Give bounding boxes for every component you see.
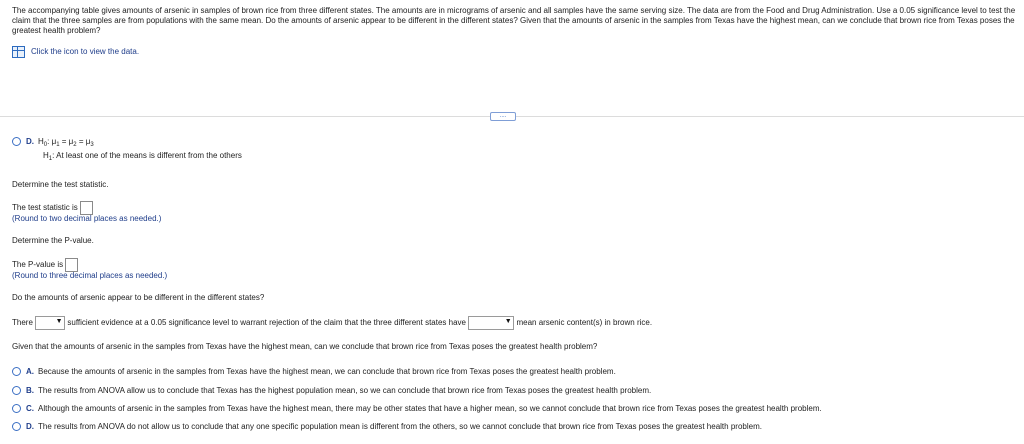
- different-heading: Do the amounts of arsenic appear to be different in the different states?: [12, 293, 265, 302]
- p-value-input[interactable]: [65, 258, 78, 272]
- conclusion-row: [12, 316, 652, 330]
- test-stat-input[interactable]: [80, 201, 93, 215]
- radio-option-b[interactable]: [12, 386, 21, 395]
- radio-option-d2[interactable]: [12, 422, 21, 431]
- radio-option-c[interactable]: [12, 404, 21, 413]
- radio-option-a[interactable]: [12, 367, 21, 376]
- alternative-hypothesis: $H_1$: At least one of the means is different from the others: [43, 151, 242, 162]
- p-value-row: [12, 258, 78, 272]
- texas-option-c[interactable]: C. Although the amounts of arsenic in the samples from Texas have the highest mean, there may be other states that have a higher mean, so we cannot conclude that brown rice from Texas poses the greatest health problem.: [12, 404, 822, 414]
- conclusion-mid: sufficient evidence at a 0.05 significance level to warrant rejection of the claim that the three different states have: [67, 318, 466, 328]
- conclusion-pre: There: [12, 318, 33, 328]
- evidence-dropdown[interactable]: [35, 316, 65, 330]
- hypothesis-option-d[interactable]: [12, 137, 94, 150]
- data-link[interactable]: Click the icon to view the data.: [31, 47, 140, 57]
- option-letter: D.: [26, 137, 34, 146]
- p-value-hint: (Round to three decimal places as needed.): [12, 271, 168, 280]
- dropdown-arrow-icon: ▼: [504, 318, 512, 325]
- test-stat-row: [12, 201, 93, 215]
- texas-option-d[interactable]: D. The results from ANOVA do not allow us to conclude that any one specific population mean is different from the others, so we cannot conclude that brown rice from Texas poses the greatest health problem.: [12, 422, 762, 432]
- test-stat-hint: (Round to two decimal places as needed.): [12, 214, 162, 223]
- radio-option-d[interactable]: [12, 137, 21, 146]
- null-hypothesis: $H_0$: $\mu_1 = \mu_2 = \mu_3$: [38, 137, 94, 148]
- texas-option-a[interactable]: A. Because the amounts of arsenic in the samples from Texas have the highest mean, we can conclude that brown rice from Texas poses the greatest health problem.: [12, 367, 616, 377]
- texas-heading: Given that the amounts of arsenic in the samples from Texas have the highest mean, can we conclude that brown rice from Texas poses the greatest health problem?: [12, 342, 598, 351]
- test-stat-heading: Determine the test statistic.: [12, 180, 109, 189]
- p-value-label: The P-value is: [12, 260, 64, 270]
- expand-button[interactable]: ....: [490, 112, 516, 121]
- table-icon[interactable]: [12, 46, 25, 58]
- test-stat-label: The test statistic is: [12, 203, 78, 213]
- question-text: The accompanying table gives amounts of arsenic in samples of brown rice from three different states. The amounts are in micrograms of arsenic and all samples have the same serving size. The data are from the Food and Drug Administration. Use a 0.05 significance level to test the claim that the three samples are from populations with the same mean. Do the amounts of arsenic appear to be different in the different states? Given that the amounts of arsenic in the samples from Texas have the highest mean, can we conclude that brown rice from Texas poses the greatest health problem?: [12, 6, 1016, 35]
- dropdown-arrow-icon: ▼: [55, 318, 63, 325]
- data-link-row[interactable]: [12, 46, 139, 58]
- conclusion-post: mean arsenic content(s) in brown rice.: [516, 318, 653, 328]
- mean-dropdown[interactable]: [468, 316, 514, 330]
- p-value-heading: Determine the P-value.: [12, 236, 94, 245]
- texas-option-b[interactable]: B. The results from ANOVA allow us to conclude that Texas has the highest population mean, so we can conclude that brown rice from Texas poses the greatest health problem.: [12, 386, 651, 396]
